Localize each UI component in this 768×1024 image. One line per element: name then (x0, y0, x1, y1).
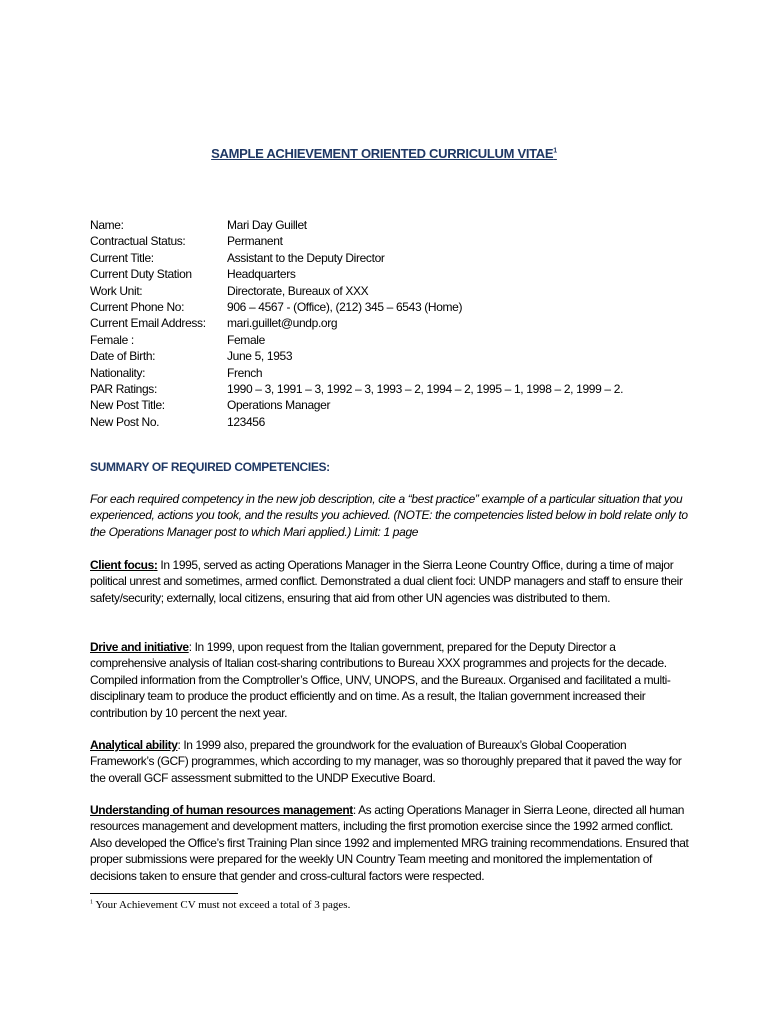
footnote-divider (90, 893, 238, 894)
info-value: June 5, 1953 (227, 349, 293, 364)
competency-name: Client focus (90, 558, 154, 572)
info-row-new-post-title (90, 397, 623, 413)
info-label: Work Unit: (90, 283, 143, 298)
info-value: Directorate, Bureaux of XXX (227, 283, 369, 298)
info-row-contractual-status (90, 233, 623, 249)
competency-text: As acting Operations Manager in Sierra Leone, directed all human resources management and development matters, including the first promotion exercise since the 1992 armed conflict. Also developed the Office’s first Training Plan since 1992 and implemented MRG training recommendations. Ensured that proper submissions were prepared for the weekly UN Country Team meeting and monitored the implementation of decisions taken to ensure that gender and cross-cultural factors were respected. (90, 803, 689, 883)
info-label: Nationality: (90, 365, 146, 380)
competency-client-focus (90, 557, 690, 606)
title-text: SAMPLE ACHIEVEMENT ORIENTED CURRICULUM VITAE (211, 146, 554, 161)
info-row-name (90, 217, 623, 233)
footnote-mark: 1 (90, 899, 93, 906)
info-row-gender (90, 332, 623, 348)
info-value: 123456 (227, 414, 265, 429)
competency-name: Analytical ability (90, 738, 178, 752)
personal-info (90, 217, 623, 430)
footnote-text: Your Achievement CV must not exceed a total of 3 pages. (93, 899, 351, 911)
info-value: French (227, 365, 263, 380)
instructions-text: For each required competency in the new job description, cite a “best practice” example of a particular situation that you experienced, actions you took, and the results you achieved. (NOTE: the competencies listed below in bold relate only to the Operations Manager post to which Mari applied.) Limit: 1 page (90, 492, 688, 539)
competency-analytical-ability (90, 737, 690, 786)
info-row-email (90, 315, 623, 331)
info-label: Female : (90, 332, 134, 347)
info-row-work-unit (90, 283, 623, 299)
info-label: Contractual Status: (90, 234, 186, 249)
info-label: Current Phone No: (90, 299, 185, 314)
info-row-phone (90, 299, 623, 315)
info-label: New Post Title: (90, 398, 165, 413)
info-value: mari.guillet@undp.org (227, 316, 338, 331)
competency-separator: : (153, 558, 158, 572)
info-value: 1990 – 3, 1991 – 3, 1992 – 3, 1993 – 2, 1994 – 2, 1995 – 1, 1998 – 2, 1999 – 2. (227, 381, 624, 396)
info-label: Current Email Address: (90, 316, 206, 331)
info-value: Female (227, 332, 265, 347)
info-row-duty-station (90, 266, 623, 282)
info-value: Assistant to the Deputy Director (227, 250, 385, 265)
info-label: PAR Ratings: (90, 381, 157, 396)
info-value: Operations Manager (227, 398, 331, 413)
info-label: Date of Birth: (90, 349, 156, 364)
info-label: Name: (90, 218, 124, 232)
section-heading: SUMMARY OF REQUIRED COMPETENCIES: (90, 460, 330, 474)
competency-text: In 1999 also, prepared the groundwork for the evaluation of Bureaux’s Global Cooperation Framework’s (GCF) programmes, which according to my manager, was so thoroughly prepared that it paved the way for the overall GCF assessment submitted to the UNDP Executive Board. (90, 738, 682, 785)
competency-text: In 1995, served as acting Operations Manager in the Sierra Leone Country Office, during a time of major political unrest and sometimes, armed conflict. Demonstrated a dual client foci: UNDP managers and staff to ensure their safety/security; externally, local citizens, ensuring that aid from other UN agencies was distributed to them. (90, 558, 683, 605)
competency-name: Drive and initiative (90, 640, 189, 654)
footnote-reference: 1 (553, 147, 557, 155)
info-row-current-title (90, 250, 623, 266)
info-row-par-ratings (90, 381, 623, 397)
competency-hr-management (90, 802, 690, 884)
info-row-date-of-birth (90, 348, 623, 364)
competency-separator: : (352, 803, 356, 817)
info-value: Permanent (227, 234, 283, 249)
info-value: Mari Day Guillet (227, 218, 307, 232)
page-title (0, 146, 768, 161)
competency-name: Understanding of human resources management (90, 803, 353, 817)
info-value: 906 – 4567 - (Office), (212) 345 – 6543 (Home) (227, 299, 463, 314)
competency-separator: : (177, 738, 181, 752)
info-label: New Post No. (90, 414, 160, 429)
info-label: Current Title: (90, 250, 154, 265)
footnote (90, 899, 350, 911)
competency-separator: : (188, 640, 192, 654)
competency-text: In 1999, upon request from the Italian government, prepared for the Deputy Director a comprehensive analysis of Italian cost-sharing contributions to Bureau XXX programmes and projects for the decade. Compiled information from the Comptroller’s Office, UNV, UNOPS, and the Bureaux. Organised and facilitated a multi-disciplinary team to produce the product efficiently and on time. As a result, the Italian government increased their contribution by 10 percent the next year. (90, 640, 671, 720)
competency-drive-initiative (90, 639, 690, 721)
info-row-nationality (90, 365, 623, 381)
info-value: Headquarters (227, 267, 296, 282)
info-label: Current Duty Station (90, 267, 192, 282)
info-row-new-post-no (90, 414, 623, 430)
